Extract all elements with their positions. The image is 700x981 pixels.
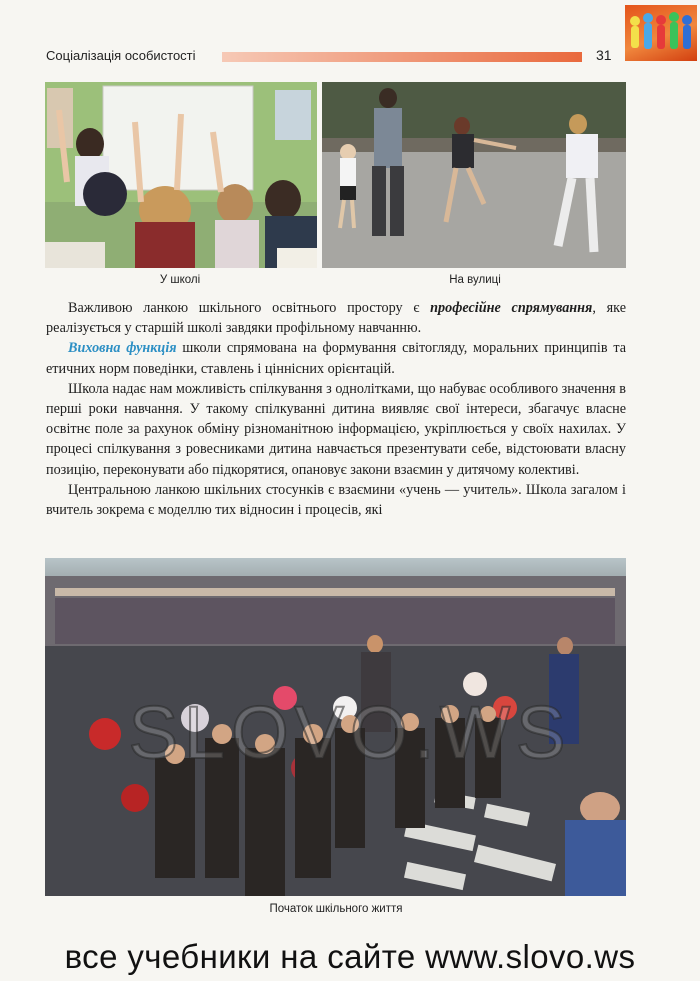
paragraph-1-end: , яке реалізується у старшій школі завдяки профільному навчанню. xyxy=(46,300,626,337)
classroom-photo xyxy=(45,82,317,268)
paragraph-2 xyxy=(46,338,626,378)
header-accent-bar xyxy=(222,52,582,62)
street-photo xyxy=(322,82,626,268)
term-educational-function: Виховна функція xyxy=(68,340,177,357)
paragraph-1 xyxy=(46,298,626,338)
paragraph-4: Центральною ланкою шкільних стосунків є взаємини «учень — учитель». Школа загалом і вчитель зокрема є моделлю тих відносин і процесів, які xyxy=(46,481,626,519)
footer-site-text: все учебники на сайте www.slovo.ws xyxy=(64,938,636,975)
term-professional-orientation: професійне спрямування xyxy=(430,300,593,316)
paragraph-3: Школа надає нам можливість спілкування з однолітками, що набуває особливого значення в перші роки навчання. У такому спілкуванні дитина виявляє свої інтереси, збагачує власне освітнє поле за рахунок обміну різноманітною інформацією, укріплюється у своїх нахилах. У процесі спілкування з ровесниками дитина навчається презентувати себе, відстоювати власну позицію, переконувати або підкорятися, опановує закони взаємин у дитячому колективі. xyxy=(46,380,626,478)
corner-figures-image xyxy=(625,5,697,61)
section-title: Соціалізація особистості xyxy=(46,48,196,63)
classroom-caption: У школі xyxy=(159,274,201,286)
paragraph-2-end: школи спрямована на формування світогляду, моральних принципів та етичних норм поведінки, ставлень і ціннісних орієнтацій. xyxy=(46,340,626,377)
page-number: 31 xyxy=(596,47,612,63)
people-figures-icon xyxy=(625,5,697,61)
ceremony-caption: Початок шкільного життя xyxy=(269,903,403,915)
paragraph-1-start: Важливою ланкою шкільного освітнього простору є xyxy=(68,300,431,316)
watermark: SLOVO.WS xyxy=(128,691,572,774)
street-caption: На вулиці xyxy=(449,274,501,286)
body-text xyxy=(46,298,626,520)
